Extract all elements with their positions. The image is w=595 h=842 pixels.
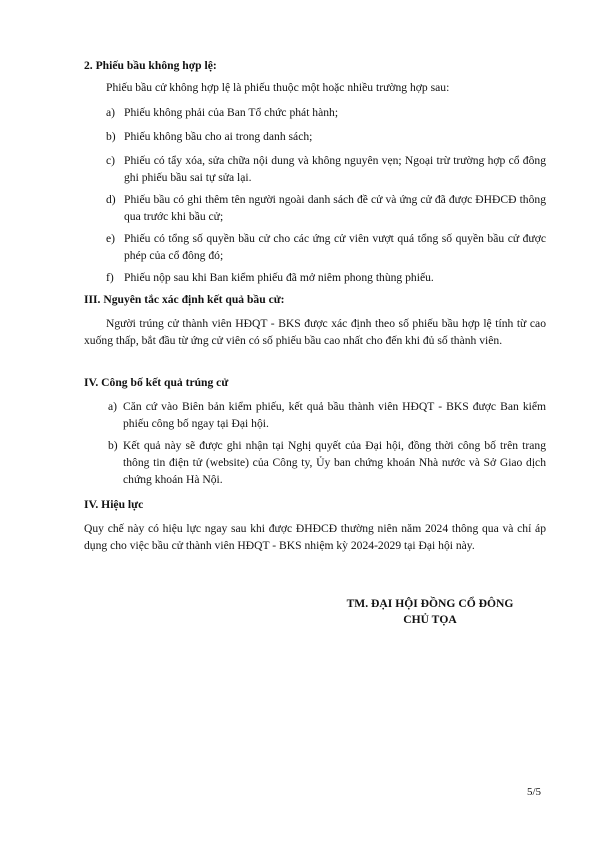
list-item: [106, 270, 546, 287]
list-text: Phiếu có tẩy xóa, sửa chữa nội dung và không nguyên vẹn; Ngoại trừ trường hợp cổ đông ghi phiếu bầu sai tự sửa lại.: [124, 154, 546, 184]
list-marker: a): [106, 106, 116, 119]
list-item: [106, 192, 546, 226]
list-item: [108, 438, 546, 488]
list-marker: b): [106, 130, 116, 143]
list-item: [108, 399, 546, 433]
list-text: Kết quả này sẽ được ghi nhận tại Nghị quyết của Đại hội, đồng thời công bố trên trang thông tin điện tử (website) của Công ty, Ủy ban chứng khoán Nhà nước và Sở Giao dịch chứng khoán Hà Nội.: [123, 439, 546, 486]
list-marker: d): [106, 193, 116, 206]
section-5-heading: IV. Hiệu lực: [84, 498, 144, 511]
list-item: [106, 129, 546, 146]
list-text: Phiếu bầu có ghi thêm tên người ngoài danh sách đề cử và ứng cử đã được ĐHĐCĐ thông qua trước khi bầu cử;: [124, 193, 546, 223]
section-2-intro: Phiếu bầu cử không hợp lệ là phiếu thuộc một hoặc nhiều trường hợp sau:: [106, 81, 450, 94]
section-3-heading: III. Nguyên tắc xác định kết quả bầu cử:: [84, 293, 285, 306]
list-marker: e): [106, 232, 116, 245]
section-5-text: Quy chế này có hiệu lực ngay sau khi được ĐHĐCĐ thường niên năm 2024 thông qua và chỉ áp dụng cho việc bầu cử thành viên HĐQT - BKS nhiệm kỳ 2024-2029 tại Đại hội này.: [84, 522, 546, 552]
signature-role: CHỦ TỌA: [403, 613, 457, 626]
list-text: Phiếu có tổng số quyền bầu cử cho các ứng cử viên vượt quá tổng số quyền bầu cử được phép của cổ đông đó;: [124, 232, 546, 262]
section-2-heading: 2. Phiếu bầu không hợp lệ:: [84, 59, 217, 72]
list-marker: b): [108, 439, 118, 452]
signature-title: TM. ĐẠI HỘI ĐỒNG CỔ ĐÔNG: [346, 597, 514, 610]
list-item: [106, 105, 546, 122]
section-3-text: Người trúng cử thành viên HĐQT - BKS được xác định theo số phiếu bầu hợp lệ tính từ cao xuống thấp, bắt đầu từ ứng cử viên có số phiếu bầu cao nhất cho đến khi đủ số thành viên.: [84, 317, 546, 347]
list-text: Phiếu không bầu cho ai trong danh sách;: [124, 130, 313, 143]
section-4-heading: IV. Công bố kết quả trúng cử: [84, 376, 229, 389]
list-item: [106, 153, 546, 187]
list-marker: c): [106, 154, 116, 167]
list-item: [106, 231, 546, 265]
list-marker: a): [108, 400, 118, 413]
list-text: Phiếu không phải của Ban Tổ chức phát hành;: [124, 106, 339, 119]
list-text: Phiếu nộp sau khi Ban kiểm phiếu đã mở niêm phong thùng phiếu.: [124, 271, 434, 284]
list-marker: f): [106, 271, 114, 284]
list-text: Căn cứ vào Biên bản kiểm phiếu, kết quả bầu thành viên HĐQT - BKS được Ban kiểm phiếu công bố ngay tại Đại hội.: [123, 400, 546, 430]
page-number: 5/5: [527, 786, 542, 798]
